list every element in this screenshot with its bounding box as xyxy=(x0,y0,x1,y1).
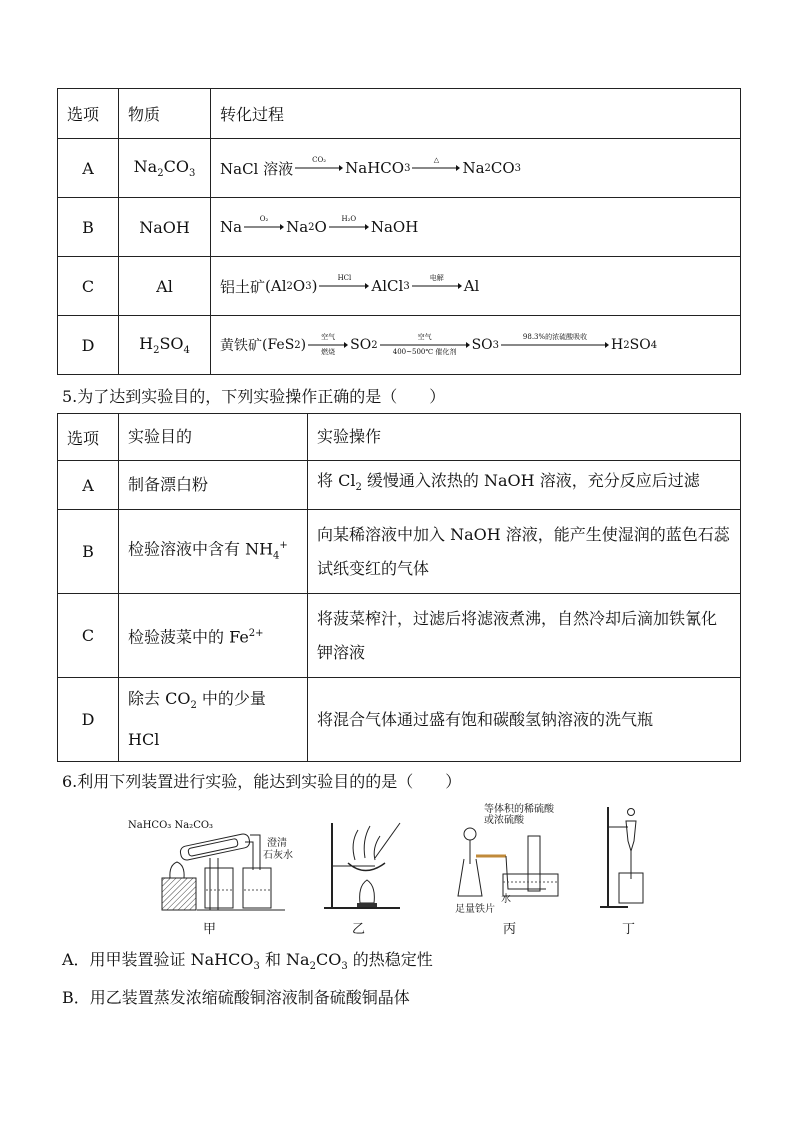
apparatus-yi xyxy=(320,818,410,913)
apparatus-bing xyxy=(448,804,560,916)
header-option: 选项 xyxy=(58,89,119,139)
header-operation: 实验操作 xyxy=(308,414,741,461)
label-limewater-2: 石灰水 xyxy=(263,850,293,861)
header-option: 选项 xyxy=(58,414,119,461)
label-acid-1: 等体积的稀硫酸 xyxy=(484,804,554,815)
label-water: 水 xyxy=(501,894,511,905)
row-b-process: Na O₂ Na 2 O H₂O NaOH xyxy=(211,198,741,257)
reaction-arrow: △ xyxy=(412,156,460,180)
reaction-arrow: 98.3%的浓硫酸吸收 xyxy=(501,333,609,357)
reaction-arrow: CO₂ xyxy=(295,156,343,180)
reaction-arrow: HCl xyxy=(319,274,369,298)
reaction-arrow: H₂O xyxy=(329,215,369,239)
row-c-substance: Al xyxy=(119,257,211,316)
row-d-option: D xyxy=(58,678,119,762)
header-process: 转化过程 xyxy=(211,89,741,139)
row-c-purpose: 检验菠菜中的 $Fe^{2+}$ xyxy=(119,594,308,678)
row-a-option: A xyxy=(58,139,119,198)
option-a: A．用甲装置验证 NaHCO$_3$ 和 $Na_2CO_3$ 的热稳定性 xyxy=(62,950,433,973)
reaction-arrow: 电解 xyxy=(412,274,462,298)
question-5-stem: 5.为了达到实验目的，下列实验操作正确的是（ ） xyxy=(62,387,446,406)
row-b-option: B xyxy=(58,198,119,257)
reaction-arrow: O₂ xyxy=(244,215,284,239)
question-6-stem: 6.利用下列装置进行实验，能达到实验目的的是（ ） xyxy=(62,772,462,791)
row-d-purpose: 除去 $CO_2$ 中的少量 HCl xyxy=(119,678,308,762)
apparatus-bing-drawing xyxy=(448,804,560,904)
conversion-table xyxy=(57,88,741,375)
reaction-arrow: 空气 燃烧 xyxy=(308,333,348,357)
apparatus-ding xyxy=(598,803,653,913)
experiment-table xyxy=(57,413,741,762)
row-a-option: A xyxy=(58,461,119,510)
row-c-option: C xyxy=(58,594,119,678)
label-carbonates: NaHCO₃ Na₂CO₃ xyxy=(128,820,214,831)
row-a-operation: 将 $Cl_2$ 缓慢通入浓热的 NaOH 溶液，充分反应后过滤 xyxy=(308,461,741,510)
row-a-substance: $Na_2CO_3$ xyxy=(119,139,211,198)
row-b-operation: 向某稀溶液中加入 NaOH 溶液，能产生使湿润的蓝色石蕊试纸变红的气体 xyxy=(308,510,741,594)
reaction-arrow: 空气 400~500℃ 催化剂 xyxy=(380,333,470,357)
header-purpose: 实验目的 xyxy=(119,414,308,461)
row-b-option: B xyxy=(58,510,119,594)
apparatus-jia xyxy=(125,810,300,915)
row-a-process: NaCl 溶液 CO₂ NaHCO 3 △ Na 2 CO 3 xyxy=(211,139,741,198)
label-acid-2: 或浓硫酸 xyxy=(484,815,524,826)
row-d-option: D xyxy=(58,316,119,375)
row-c-process: 铝土矿 (Al 2 O 3 ) HCl AlCl 3 电解 Al xyxy=(211,257,741,316)
header-substance: 物质 xyxy=(119,89,211,139)
row-d-substance: $H_2SO_4$ xyxy=(119,316,211,375)
apparatus-yi-drawing xyxy=(320,818,410,913)
row-c-operation: 将菠菜榨汁，过滤后将滤液煮沸，自然冷却后滴加铁氰化钾溶液 xyxy=(308,594,741,678)
row-c-option: C xyxy=(58,257,119,316)
caption-ding: 丁 xyxy=(622,922,636,937)
apparatus-ding-drawing xyxy=(598,803,653,913)
row-d-operation: 将混合气体通过盛有饱和碳酸氢钠溶液的洗气瓶 xyxy=(308,678,741,762)
row-d-process: 黄铁矿 (FeS 2 ) 空气 燃烧 SO 2 空气 400~500℃ 催化剂 SO 3 98.3%的浓硫酸吸收 H 2 SO 4 xyxy=(211,316,741,375)
apparatus-jia-drawing xyxy=(125,810,300,915)
caption-bing: 丙 xyxy=(503,922,517,937)
option-b: B．用乙装置蒸发浓缩硫酸铜溶液制备硫酸铜晶体 xyxy=(62,988,410,1007)
row-b-substance: NaOH xyxy=(119,198,211,257)
label-limewater-1: 澄清 xyxy=(267,838,287,849)
caption-jia: 甲 xyxy=(203,922,217,937)
label-iron: 足量铁片 xyxy=(455,904,495,915)
row-a-purpose: 制备漂白粉 xyxy=(119,461,308,510)
caption-yi: 乙 xyxy=(352,922,366,937)
row-b-purpose: 检验溶液中含有 $NH_4^+$ xyxy=(119,510,308,594)
